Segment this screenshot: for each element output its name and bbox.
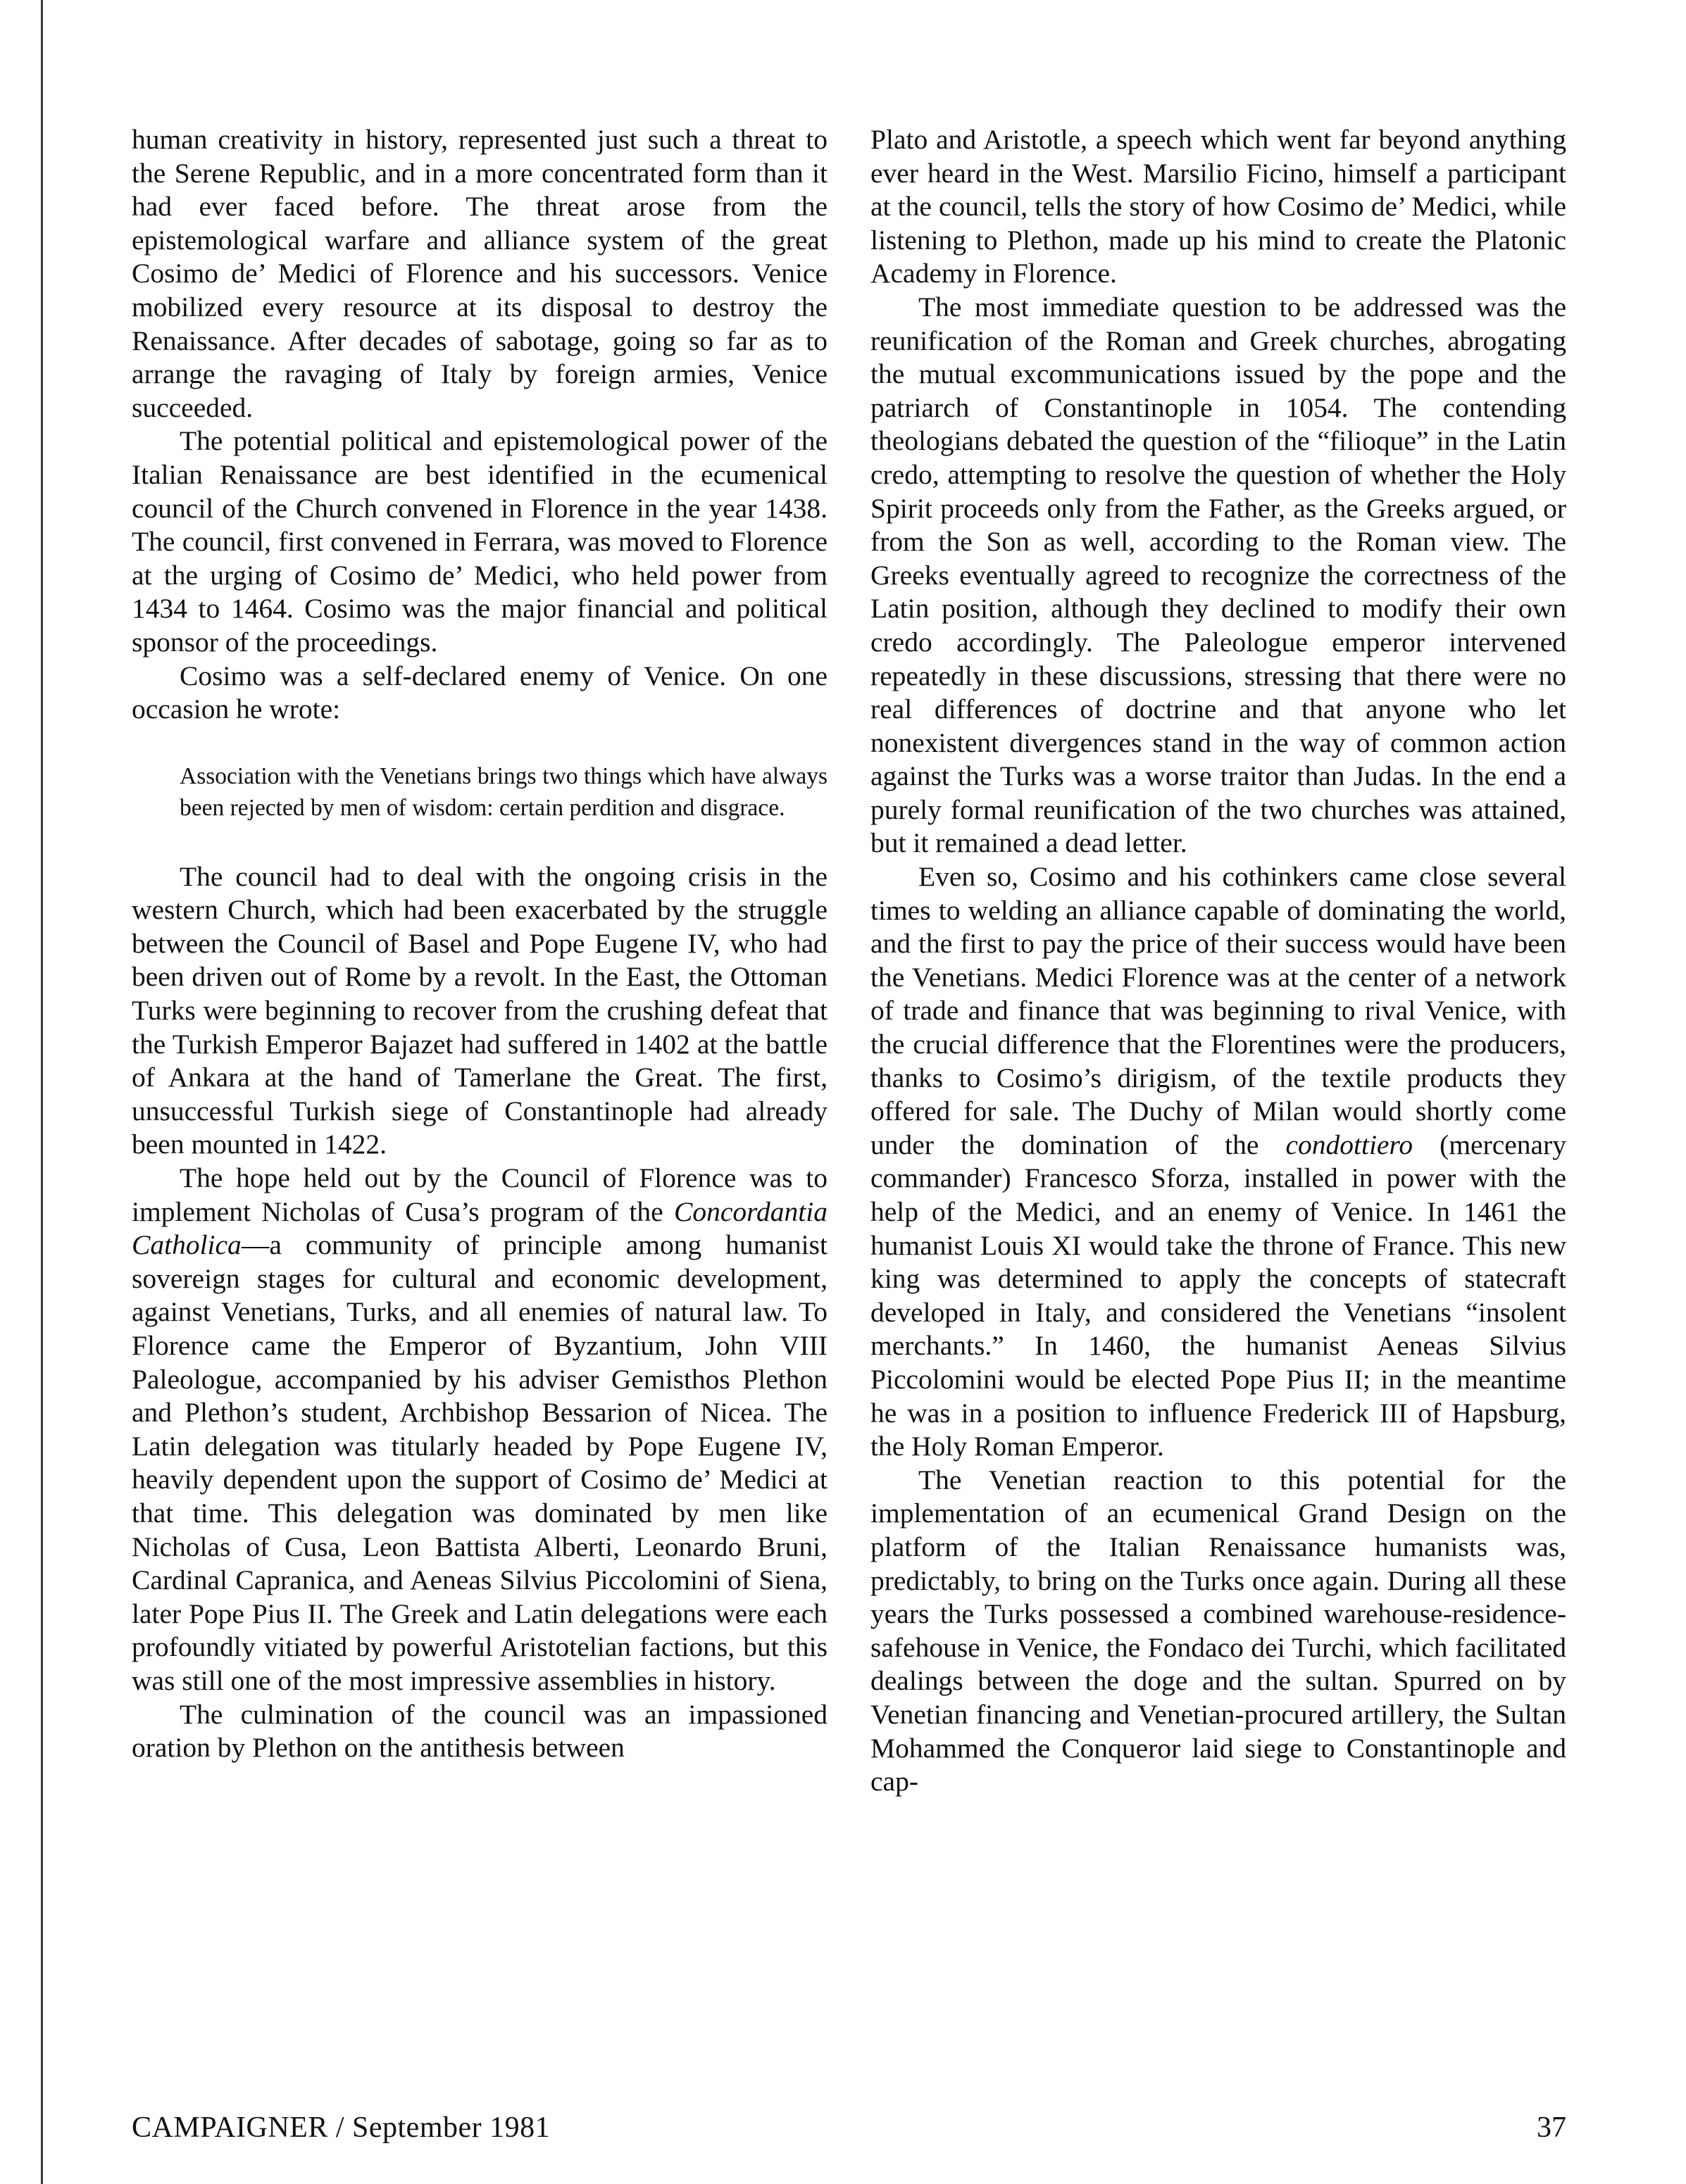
paragraph bbox=[870, 860, 1566, 1464]
paragraph-text: —a community of principle among humanist sovereign stages for cultural and economic development, against Venetians, Turks, and all enemies of natural law. To Florence came the Emperor of Byzantium, John VIII Paleologue, accompanied by his adviser Gemisthos Plethon and Plethon’s student, Archbishop Bessarion of Nicea. The Latin delegation was titularly headed by Pope Eugene IV, heavily dependent upon the support of Cosimo de’ Medici at that time. This delegation was dominated by men like Nicholas of Cusa, Leon Battista Alberti, Leonardo Bruni, Cardinal Capranica, and Aeneas Silvius Piccolomini of Siena, later Pope Pius II. The Greek and Latin delegations were each profoundly vitiated by powerful Aristotelian factions, but this was still one of the most impressive assemblies in history. bbox=[132, 1229, 828, 1696]
work-title: Concordantia Catholica bbox=[132, 1195, 828, 1261]
paragraph: The culmination of the council was an impassioned oration by Plethon on the antithesis between bbox=[132, 1698, 828, 1764]
paragraph bbox=[132, 1162, 828, 1698]
paragraph: Plato and Aristotle, a speech which went far beyond anything ever heard in the West. Marsilio Ficino, himself a participant at the council, tells the story of how Cosimo de’ Medici, while listening to Plethon, made up his mind to create the Platonic Academy in Florence. bbox=[870, 124, 1566, 289]
paragraph: Cosimo was a self-declared enemy of Venice. On one occasion he wrote: bbox=[132, 660, 828, 725]
block-quote bbox=[180, 760, 828, 824]
page-number: 37 bbox=[1537, 2111, 1566, 2144]
italic-term: condottiero bbox=[1285, 1129, 1413, 1160]
paragraph: The council had to deal with the ongoing crisis in the western Church, which had been exacerbated by the struggle between the Council of Basel and Pope Eugene IV, who had been driven out of Rome by a revolt. In the East, the Ottoman Turks were beginning to recover from the crushing defeat that the Turkish Emperor Bajazet had suffered in 1402 at the battle of Ankara at the hand of Tamerlane the Great. The first, unsuccessful Turkish siege of Constantinople had already been mounted in 1422. bbox=[132, 860, 828, 1160]
publication-footer: CAMPAIGNER / September 1981 bbox=[132, 2111, 551, 2144]
paragraph: The Venetian reaction to this potential for the implementation of an ecumenical Grand Design on the platform of the Italian Renaissance humanists was, predictably, to bring on the Turks once again. During all these years the Turks possessed a combined warehouse-residence-safehouse in Venice, the Fondaco dei Turchi, which facilitated dealings between the doge and the sultan. Spurred on by Venetian financing and Venetian-procured artillery, the Sultan Mohammed the Conqueror laid siege to Constantinople and cap- bbox=[870, 1464, 1566, 1797]
paragraph: human creativity in history, represented just such a threat to the Serene Republic, and in a more concentrated form than it had ever faced before. The threat arose from the epistemological warfare and alliance system of the great Cosimo de’ Medici of Florence and his successors. Venice mobilized every resource at its disposal to destroy the Renaissance. After decades of sabotage, going so far as to arrange the ravaging of Italy by foreign armies, Venice succeeded. bbox=[132, 124, 828, 423]
quote-text: Association with the Venetians brings two things which have always been rejected by men of wisdom: certain perdition and disgrace. bbox=[180, 762, 828, 821]
left-column bbox=[132, 123, 828, 1765]
paragraph: The most immediate question to be addressed was the reunification of the Roman and Greek churches, abrogating the mutual excommunications issued by the pope and the patriarch of Constantinople in 1054. The contending theologians debated the question of the “filioque” in the Latin credo, attempting to resolve the question of whether the Holy Spirit proceeds only from the Father, as the Greeks argued, or from the Son as well, according to the Roman view. The Greeks eventually agreed to recognize the correctness of the Latin position, although they declined to modify their own credo accordingly. The Paleologue emperor intervened repeatedly in these discussions, stressing that there were no real differences of doctrine and that anyone who let nonexistent divergences stand in the way of common action against the Turks was a worse traitor than Judas. In the end a purely formal reunification of the two churches was attained, but it remained a dead letter. bbox=[870, 291, 1566, 859]
right-column bbox=[870, 123, 1566, 1799]
paragraph: The potential political and epistemological power of the Italian Renaissance are best identified in the ecumenical council of the Church convened in Florence in the year 1438. The council, first convened in Ferrara, was moved to Florence at the urging of Cosimo de’ Medici, who held power from 1434 to 1464. Cosimo was the major financial and political sponsor of the proceedings. bbox=[132, 425, 828, 658]
paragraph-text: The hope held out by the Council of Florence was to implement Nicholas of Cusa’s program of the bbox=[132, 1162, 828, 1227]
paragraph-text: Even so, Cosimo and his cothinkers came close several times to welding an alliance capable of dominating the world, and the first to pay the price of their success would have been the Venetians. Medici Florence was at the center of a network of trade and finance that was beginning to rival Venice, with the crucial difference that the Florentines were the producers, thanks to Cosimo’s dirigism, of the textile products they offered for sale. The Duchy of Milan would shortly come under the domination of the bbox=[870, 861, 1566, 1160]
page-binding-edge bbox=[41, 0, 43, 2184]
paragraph-text: (mercenary commander) Francesco Sforza, installed in power with the help of the Medici, and an enemy of Venice. In 1461 the humanist Louis XI would take the throne of France. This new king was determined to apply the concepts of statecraft developed in Italy, and considered the Venetians “insolent merchants.” In 1460, the humanist Aeneas Silvius Piccolomini would be elected Pope Pius II; in the meantime he was in a position to influence Frederick III of Hapsburg, the Holy Roman Emperor. bbox=[870, 1129, 1566, 1462]
